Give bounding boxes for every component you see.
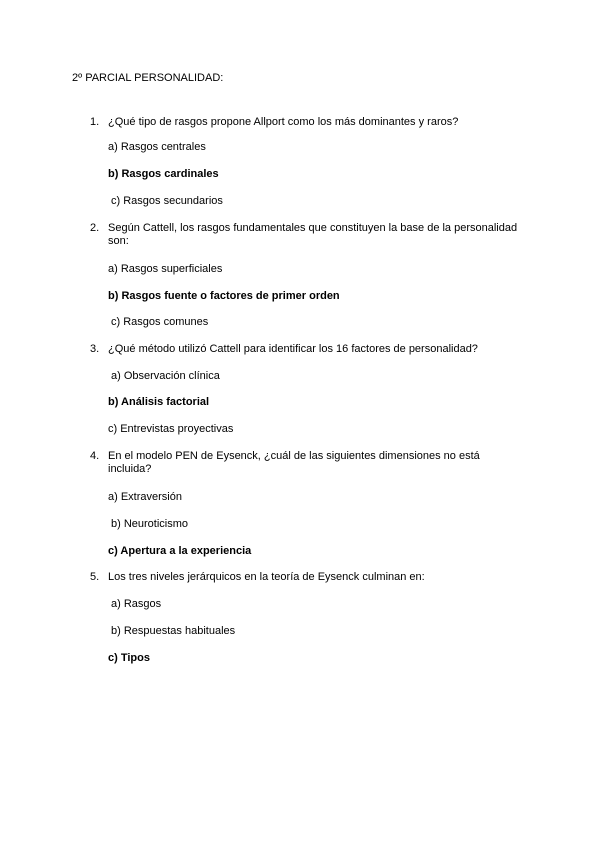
option-a: a) Rasgos <box>111 598 162 610</box>
question-text: Los tres niveles jerárquicos en la teoría de Eysenck culminan en: <box>108 571 425 583</box>
question-text: En el modelo PEN de Eysenck, ¿cuál de las siguientes dimensiones no está incluida? <box>108 450 480 475</box>
option-a: a) Observación clínica <box>111 370 220 382</box>
question-text: ¿Qué método utilizó Cattell para identificar los 16 factores de personalidad? <box>108 343 478 355</box>
question-number: 2. <box>90 222 100 234</box>
option-c: c) Rasgos comunes <box>111 316 209 328</box>
question-text: Según Cattell, los rasgos fundamentales que constituyen la base de la personalidad son: <box>108 222 518 247</box>
option-a: a) Rasgos centrales <box>108 141 206 153</box>
question-number: 5. <box>90 571 100 583</box>
option-c: c) Entrevistas proyectivas <box>108 423 234 435</box>
option-c: c) Rasgos secundarios <box>111 195 223 207</box>
question-text: ¿Qué tipo de rasgos propone Allport como los más dominantes y raros? <box>108 116 459 128</box>
option-b: b) Respuestas habituales <box>111 625 236 637</box>
option-b-correct: b) Análisis factorial <box>108 396 210 408</box>
question-number: 3. <box>90 343 100 355</box>
option-c-correct: c) Apertura a la experiencia <box>108 545 252 557</box>
question-number: 1. <box>90 116 100 128</box>
page-title: 2º PARCIAL PERSONALIDAD: <box>72 72 224 84</box>
option-b-correct: b) Rasgos cardinales <box>108 168 219 180</box>
question-number: 4. <box>90 450 100 462</box>
option-c-correct: c) Tipos <box>108 652 150 664</box>
option-b: b) Neuroticismo <box>111 518 189 530</box>
option-a: a) Extraversión <box>108 491 182 503</box>
option-b-correct: b) Rasgos fuente o factores de primer orden <box>108 290 340 302</box>
option-a: a) Rasgos superficiales <box>108 263 223 275</box>
